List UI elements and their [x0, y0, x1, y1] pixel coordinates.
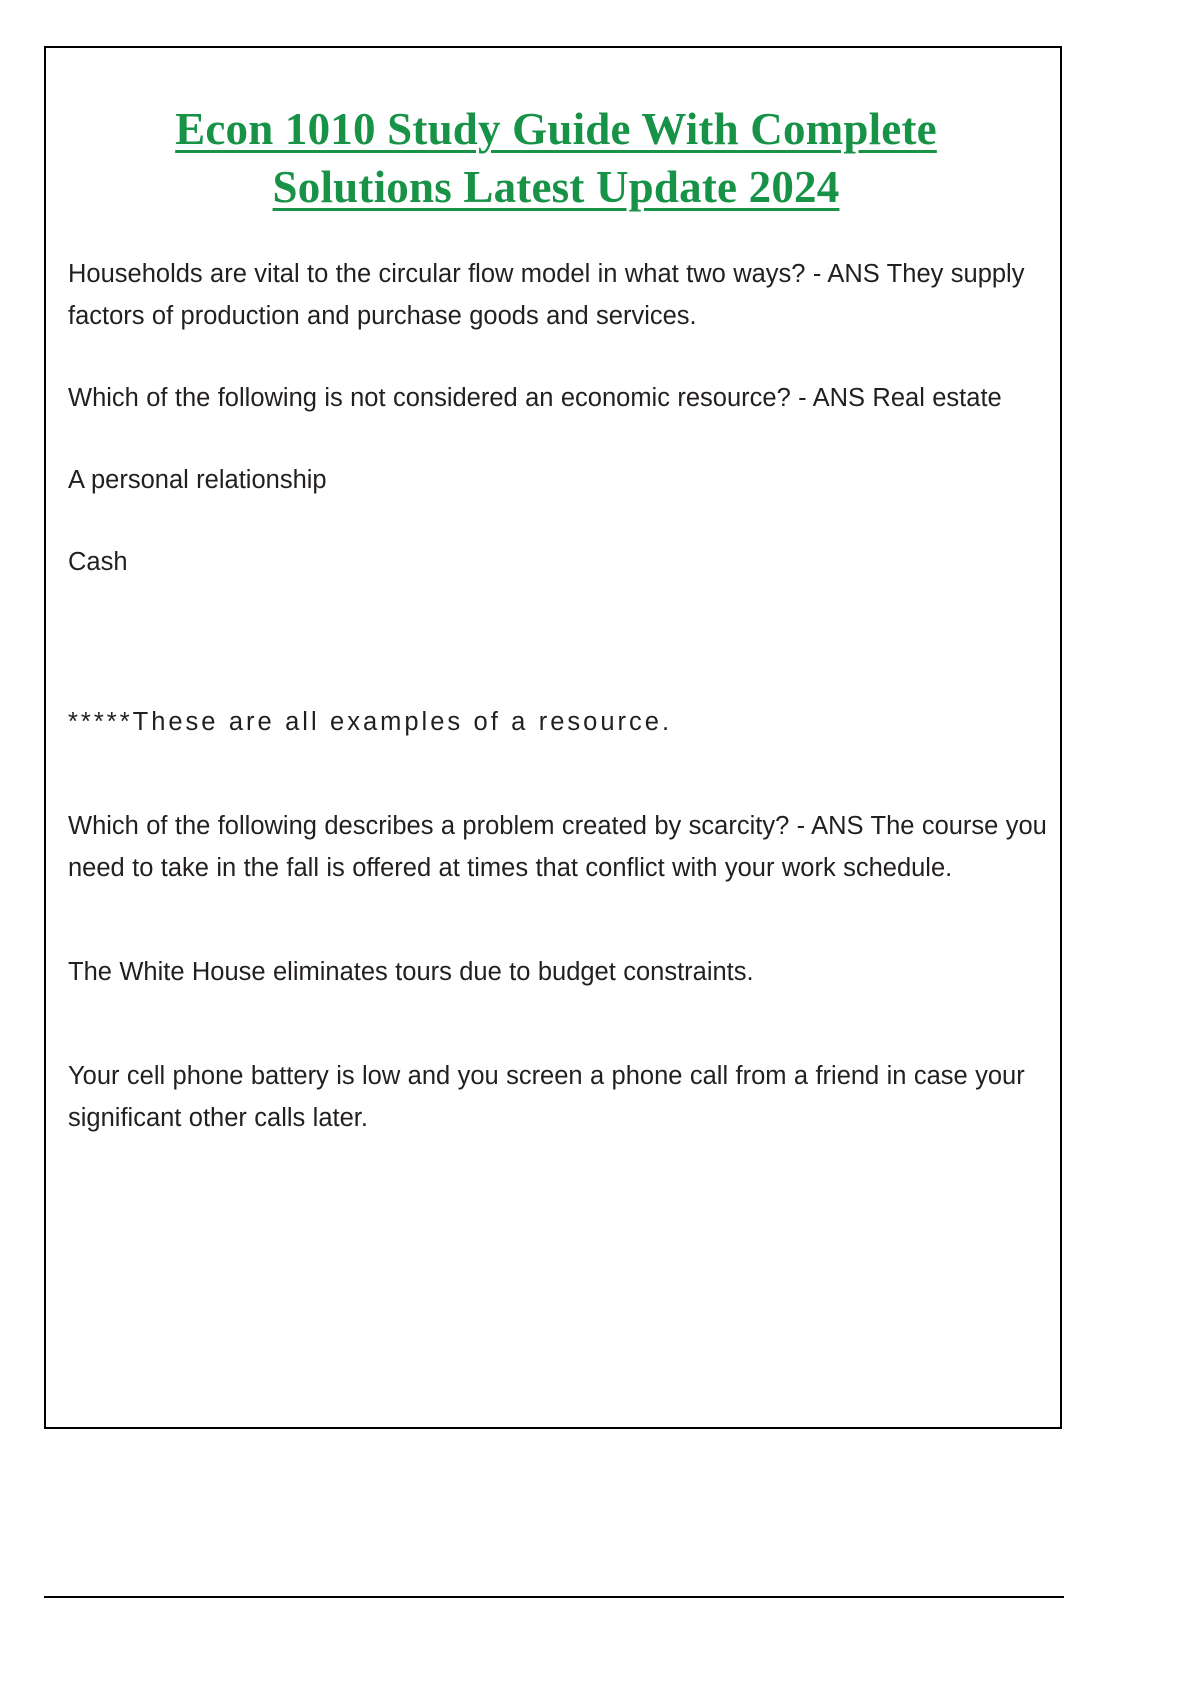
paragraph-option-cash: Cash [68, 548, 128, 576]
paragraph-white-house-tours: The White House eliminates tours due to budget constraints. [68, 958, 754, 986]
paragraph-households-circular-flow: Households are vital to the circular flow model in what two ways? - ANS They supply factors of production and purchase goods and services. [68, 260, 1025, 330]
paragraph-option-personal-relationship: A personal relationship [68, 466, 327, 494]
page-title-line-1: Econ 1010 Study Guide With Complete [175, 104, 937, 155]
page-title [106, 100, 1006, 216]
paragraph-resource-note: *****These are all examples of a resource. [68, 708, 673, 736]
paragraph-economic-resource-question: Which of the following is not considered an economic resource? - ANS Real estate [68, 384, 1002, 412]
document-body [68, 253, 1068, 1185]
paragraph-scarcity-question: Which of the following describes a problem created by scarcity? - ANS The course you need to take in the fall is offered at times that conflict with your work schedule. [68, 812, 1047, 882]
next-page-top-rule [44, 1596, 1064, 1598]
paragraph-cell-phone-battery: Your cell phone battery is low and you screen a phone call from a friend in case your significant other calls later. [68, 1062, 1025, 1132]
page-title-line-2: Solutions Latest Update 2024 [272, 162, 840, 213]
document-content-frame [44, 46, 1062, 1429]
